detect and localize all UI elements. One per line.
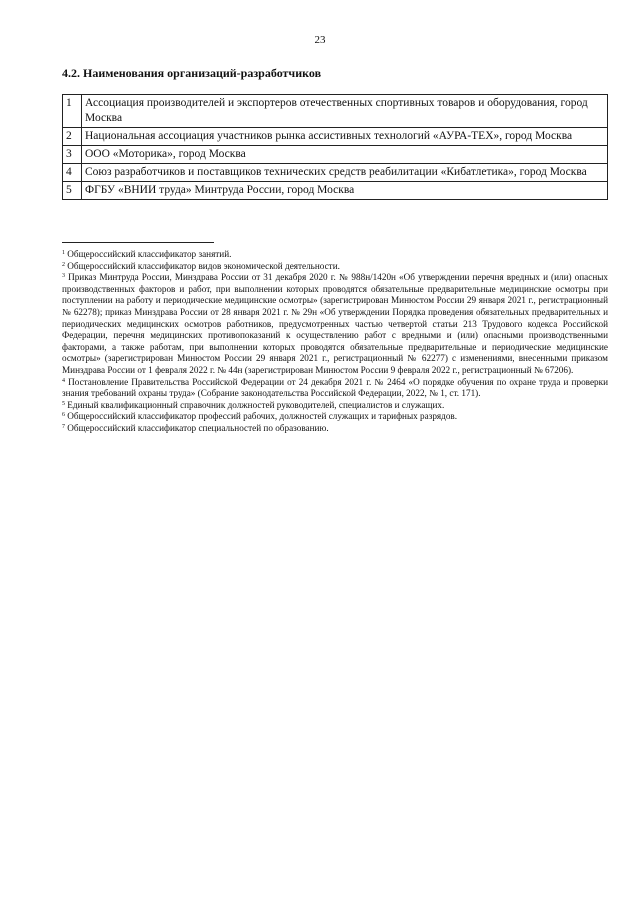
footnote-mark: 7 — [62, 423, 65, 430]
organization-name: ФГБУ «ВНИИ труда» Минтруда России, город Москва — [82, 182, 608, 200]
footnote-mark: 2 — [62, 261, 65, 268]
footnote-separator — [62, 242, 214, 243]
row-number: 4 — [63, 164, 82, 182]
footnote — [62, 377, 608, 400]
footnote-mark: 3 — [62, 273, 65, 280]
footnote-text: Общероссийский классификатор занятий. — [67, 249, 232, 259]
row-number: 5 — [63, 182, 82, 200]
footnote-mark: 5 — [62, 400, 65, 407]
organizations-table — [62, 94, 608, 200]
organization-name: ООО «Моторика», город Москва — [82, 146, 608, 164]
table-row — [63, 146, 608, 164]
footnote-text: Приказ Минтруда России, Минздрава России от 31 декабря 2020 г. № 988н/1420н «Об утверждении перечня вредных и (или) опасных производственных факторов и работ, при выполнении которых проводятся обязательные предварительные медицинские осмотры при поступлении на работу и периодические медицинские осмотры» (зарегистрирован Минюстом России 29 января 2021 г., регистрационный № 62278); приказ Минздрава России от 28 января 2021 г. № 29н «Об утверждении Порядка проведения обязательных предварительных и периодических медицинских осмотров работников, предусмотренных частью четвертой статьи 213 Трудового кодекса Российской Федерации, перечня медицинских противопоказаний к осуществлению работ с вредными и (или) опасными производственными факторами, а также работам, при выполнении которых проводятся обязательные предварительные и периодические медицинские осмотры» (зарегистрирован Минюстом России 29 января 2021 г., регистрационный № 62277) с изменениями, внесенными приказом Минздрава России от 1 февраля 2022 г. № 44н (зарегистрирован Минюстом России 9 февраля 2022 г., регистрационный № 67206). — [62, 272, 609, 375]
table-row — [63, 164, 608, 182]
page-number: 23 — [314, 34, 326, 46]
table-row — [63, 182, 608, 200]
footnote-text: Постановление Правительства Российской Федерации от 24 декабря 2021 г. № 2464 «О порядке обучения по охране труда и проверки знания требований охраны труда» (Собрание законодательства Российской Федерации, 2022, № 1, ст. 171). — [62, 376, 609, 399]
table-row — [63, 128, 608, 146]
footnote-text: Общероссийский классификатор видов экономической деятельности. — [67, 260, 340, 271]
organization-name: Ассоциация производителей и экспортеров отечественных спортивных товаров и оборудования, город Москва — [82, 95, 608, 128]
footnote-text: Общероссийский классификатор профессий рабочих, должностей служащих и тарифных разрядов. — [67, 411, 458, 422]
organization-name: Национальная ассоциация участников рынка ассистивных технологий «АУРА-ТЕХ», город Москва — [82, 128, 608, 146]
section-title: 4.2. Наименования организаций-разработчиков — [62, 66, 322, 80]
footnote — [62, 272, 608, 376]
row-number: 3 — [63, 146, 82, 164]
footnote — [62, 411, 608, 423]
footnote-mark: 4 — [62, 377, 65, 384]
footnote-mark: 1 — [62, 250, 65, 256]
row-number: 2 — [63, 128, 82, 146]
footnote-text: Общероссийский классификатор специальностей по образованию. — [67, 422, 329, 433]
table-row — [63, 95, 608, 128]
footnotes — [62, 249, 608, 435]
footnote — [62, 261, 608, 273]
footnote — [62, 400, 608, 412]
row-number: 1 — [63, 95, 82, 128]
footnote-text: Единый квалификационный справочник должностей руководителей, специалистов и служащих. — [67, 399, 445, 410]
footnote — [62, 249, 608, 261]
footnote — [62, 423, 608, 435]
organization-name: Союз разработчиков и поставщиков технических средств реабилитации «Кибатлетика», город Москва — [82, 164, 608, 182]
footnote-mark: 6 — [62, 412, 65, 419]
